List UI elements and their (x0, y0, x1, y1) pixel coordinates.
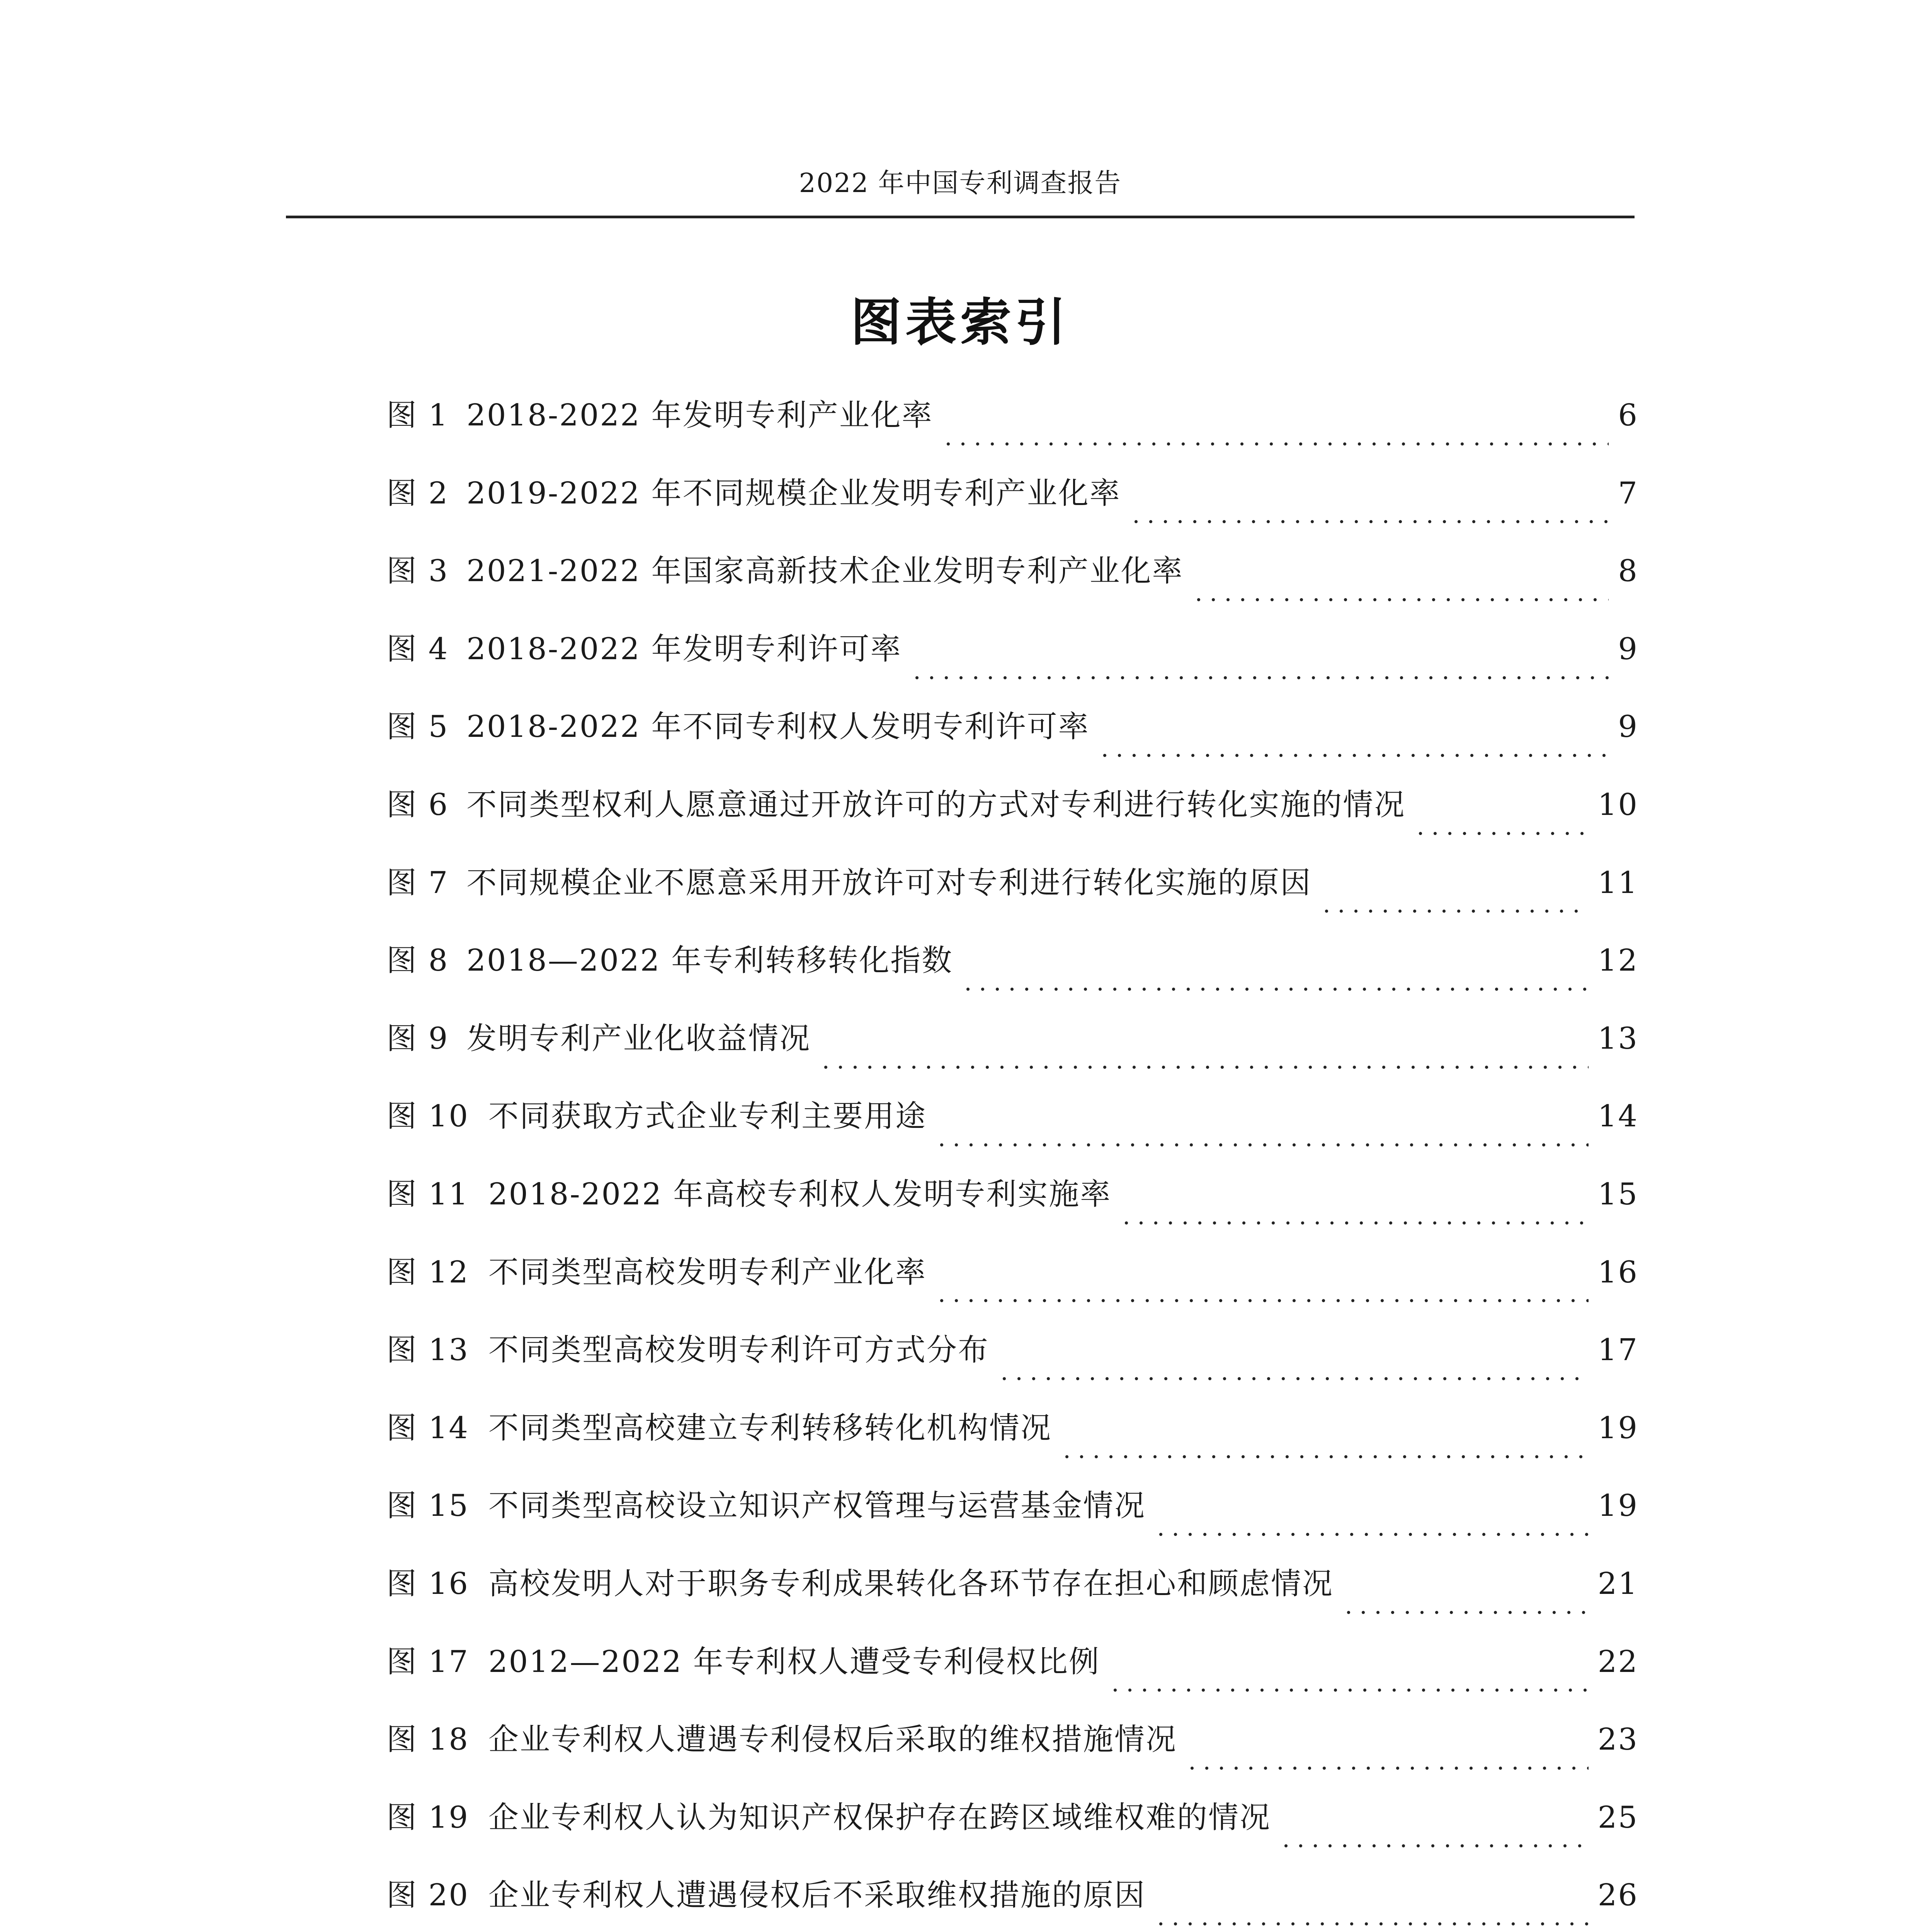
toc-entry[interactable] (386, 1800, 1638, 1878)
toc-entry[interactable] (386, 709, 1638, 787)
dot-leader (1185, 1766, 1589, 1770)
figure-page-number: 9 (1618, 631, 1638, 667)
figure-label: 图 12 (386, 1255, 469, 1290)
toc-entry[interactable] (386, 398, 1638, 476)
toc-entry[interactable] (386, 1099, 1638, 1177)
figure-page-number: 8 (1618, 554, 1638, 589)
figure-title: 不同类型高校建立专利转移转化机构情况 (488, 1410, 1052, 1446)
figure-label: 图 8 (386, 943, 449, 978)
figure-page-number: 15 (1597, 1177, 1638, 1212)
figure-label: 图 2 (386, 476, 449, 511)
dot-leader (997, 1376, 1589, 1381)
toc-entry[interactable] (386, 866, 1638, 944)
toc-entry[interactable] (386, 1488, 1638, 1566)
figure-title: 2018-2022 年发明专利许可率 (466, 631, 902, 667)
dot-leader (934, 1143, 1589, 1147)
dot-leader (1341, 1610, 1589, 1615)
figure-title: 企业专利权人认为知识产权保护存在跨区域维权难的情况 (488, 1800, 1271, 1835)
figure-label: 图 15 (386, 1488, 469, 1524)
figure-title: 企业专利权人遭遇侵权后不采取维权措施的原因 (488, 1878, 1146, 1913)
toc-entry[interactable] (386, 787, 1638, 866)
dot-leader (1060, 1454, 1589, 1459)
toc-entry[interactable] (386, 554, 1638, 632)
figure-page-number: 23 (1597, 1722, 1638, 1757)
figure-title: 2018-2022 年发明专利产业化率 (466, 398, 933, 433)
figure-title: 发明专利产业化收益情况 (466, 1021, 811, 1056)
figure-label: 图 7 (386, 865, 449, 900)
dot-leader (1129, 519, 1609, 524)
figure-label: 图 3 (386, 554, 449, 589)
figure-page-number: 16 (1597, 1255, 1638, 1290)
figure-label: 图 20 (386, 1878, 469, 1913)
toc-entry[interactable] (386, 1021, 1638, 1099)
dot-leader (961, 987, 1589, 992)
figure-page-number: 21 (1597, 1566, 1638, 1601)
dot-leader (818, 1065, 1588, 1070)
dot-leader (1119, 1221, 1589, 1225)
dot-leader (1319, 909, 1588, 913)
dot-leader (1279, 1844, 1589, 1848)
toc-entry[interactable] (386, 1333, 1638, 1411)
figure-label: 图 10 (386, 1099, 469, 1134)
figure-label: 图 18 (386, 1722, 469, 1757)
figure-title: 不同获取方式企业专利主要用途 (488, 1099, 927, 1134)
figure-label: 图 16 (386, 1566, 469, 1601)
figure-label: 图 4 (386, 631, 449, 667)
figure-label: 图 11 (386, 1177, 469, 1212)
figure-title: 2012—2022 年专利权人遭受专利侵权比例 (488, 1644, 1100, 1679)
figure-page-number: 22 (1597, 1644, 1638, 1679)
toc-entry[interactable] (386, 1722, 1638, 1800)
dot-leader (1097, 753, 1609, 758)
dot-leader (910, 675, 1609, 680)
figure-index-list (386, 398, 1638, 1932)
toc-entry[interactable] (386, 1255, 1638, 1333)
figure-title: 2021-2022 年国家高新技术企业发明专利产业化率 (466, 554, 1184, 589)
figure-label: 图 6 (386, 787, 449, 822)
figure-page-number: 10 (1597, 787, 1638, 822)
figure-title: 不同规模企业不愿意采用开放许可对专利进行转化实施的原因 (466, 865, 1312, 900)
figure-label: 图 14 (386, 1410, 469, 1446)
toc-entry[interactable] (386, 1645, 1638, 1723)
figure-title: 2019-2022 年不同规模企业发明专利产业化率 (466, 476, 1121, 511)
figure-page-number: 25 (1597, 1800, 1638, 1835)
toc-entry[interactable] (386, 1177, 1638, 1255)
figure-page-number: 12 (1597, 943, 1638, 978)
toc-entry[interactable] (386, 943, 1638, 1021)
toc-entry[interactable] (386, 1878, 1638, 1932)
dot-leader (941, 442, 1609, 446)
figure-page-number: 13 (1597, 1021, 1638, 1056)
figure-page-number: 19 (1597, 1410, 1638, 1446)
figure-page-number: 26 (1597, 1878, 1638, 1913)
toc-entry[interactable] (386, 476, 1638, 554)
figure-label: 图 19 (386, 1800, 469, 1835)
figure-page-number: 6 (1618, 398, 1638, 433)
figure-page-number: 9 (1618, 709, 1638, 745)
figure-page-number: 14 (1597, 1099, 1638, 1134)
dot-leader (1153, 1532, 1589, 1537)
figure-title: 不同类型高校发明专利产业化率 (488, 1255, 927, 1290)
figure-page-number: 11 (1597, 865, 1638, 900)
figure-title: 2018-2022 年高校专利权人发明专利实施率 (488, 1177, 1112, 1212)
dot-leader (1153, 1922, 1589, 1926)
header-rule (286, 216, 1635, 218)
figure-title: 不同类型高校设立知识产权管理与运营基金情况 (488, 1488, 1146, 1524)
figure-title: 不同类型高校发明专利许可方式分布 (488, 1333, 990, 1368)
figure-label: 图 13 (386, 1333, 469, 1368)
dot-leader (934, 1298, 1589, 1303)
figure-label: 图 9 (386, 1021, 449, 1056)
figure-page-number: 7 (1618, 476, 1638, 511)
figure-title: 高校发明人对于职务专利成果转化各环节存在担心和顾虑情况 (488, 1566, 1334, 1601)
dot-leader (1108, 1688, 1589, 1692)
figure-title: 2018-2022 年不同专利权人发明专利许可率 (466, 709, 1090, 745)
dot-leader (1413, 831, 1588, 836)
dot-leader (1191, 597, 1609, 602)
figure-label: 图 17 (386, 1644, 469, 1679)
figure-title: 企业专利权人遭遇专利侵权后采取的维权措施情况 (488, 1722, 1177, 1757)
figure-label: 图 1 (386, 398, 449, 433)
toc-entry[interactable] (386, 1566, 1638, 1645)
figure-title: 2018—2022 年专利转移转化指数 (466, 943, 953, 978)
figure-label: 图 5 (386, 709, 449, 745)
figure-page-number: 17 (1597, 1333, 1638, 1368)
toc-entry[interactable] (386, 632, 1638, 710)
figure-page-number: 19 (1597, 1488, 1638, 1524)
running-header: 2022 年中国专利调查报告 (799, 168, 1122, 199)
toc-entry[interactable] (386, 1411, 1638, 1489)
page-title: 图表索引 (850, 293, 1070, 353)
figure-title: 不同类型权利人愿意通过开放许可的方式对专利进行转化实施的情况 (466, 787, 1406, 822)
